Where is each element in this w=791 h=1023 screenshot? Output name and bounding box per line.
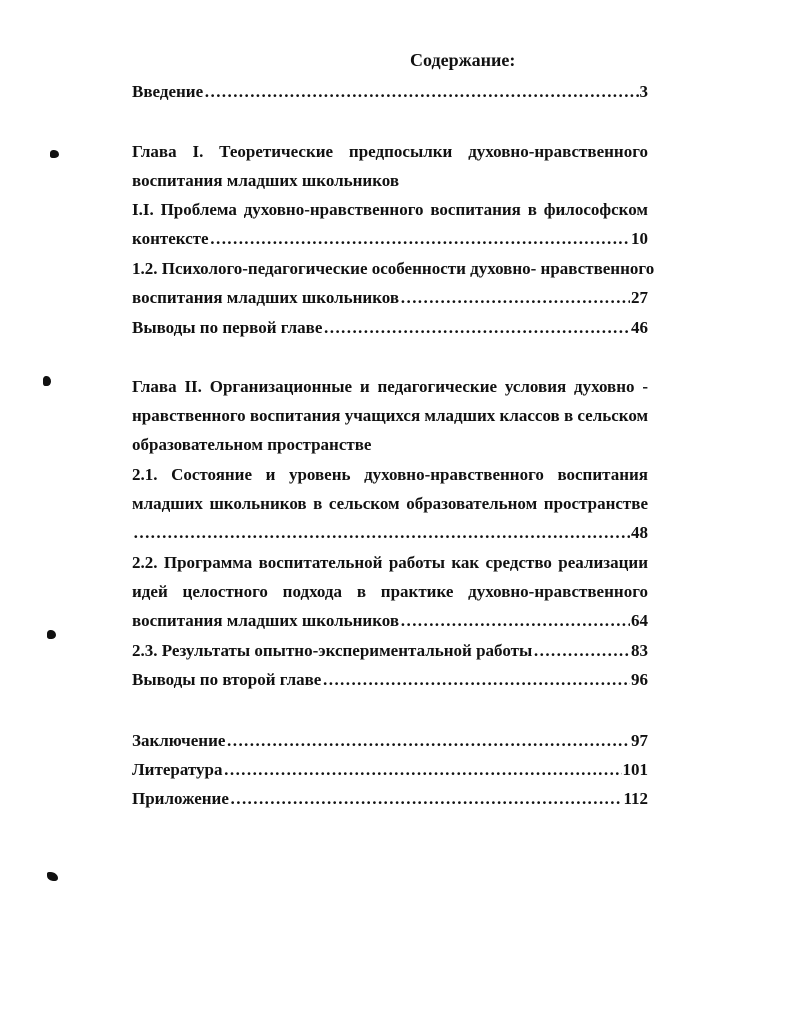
toc-page-number: 27 xyxy=(631,288,648,307)
leader-dots xyxy=(223,758,621,782)
toc-entry-section-2-1 xyxy=(132,521,648,545)
toc-entry-chapter-1-conclusions xyxy=(132,316,648,340)
toc-entry-introduction xyxy=(132,80,648,104)
toc-page-number: 96 xyxy=(631,670,648,689)
toc-entry-chapter-2-conclusions xyxy=(132,668,648,692)
leader-dots xyxy=(400,609,630,633)
toc-entry-text: Приложение xyxy=(132,789,229,808)
toc-entry-text: Выводы по второй главе xyxy=(132,670,322,689)
leader-dots xyxy=(210,227,630,251)
leader-dots xyxy=(226,729,630,753)
toc-page-number: 48 xyxy=(631,523,648,542)
toc-page-number: 64 xyxy=(631,611,648,630)
toc-entry-text: воспитания младших школьников xyxy=(132,611,400,630)
leader-dots xyxy=(400,286,630,310)
section-1-2-line-1: 1.2. Психолого-педагогические особенности духовно- нравственного xyxy=(132,259,655,278)
chapter-2-heading-line-2: нравственного воспитания учащихся младших классов в сельском xyxy=(132,406,649,425)
leader-dots xyxy=(133,521,630,545)
toc-page-number: 112 xyxy=(623,789,648,808)
leader-dots xyxy=(204,80,638,104)
toc-entry-appendix xyxy=(132,787,648,811)
toc-entry-section-2-3 xyxy=(132,639,648,663)
toc-entry-text: воспитания младших школьников xyxy=(132,288,400,307)
toc-entry-text: Заключение xyxy=(132,731,226,750)
section-2-1-line-1: 2.1. Состояние и уровень духовно-нравственного воспитания xyxy=(132,465,648,484)
toc-entry-text: Выводы по первой главе xyxy=(132,318,323,337)
scan-speck xyxy=(47,630,56,639)
toc-entry-section-2-2 xyxy=(132,609,648,633)
chapter-1-heading-line-2: воспитания младших школьников xyxy=(132,171,400,190)
chapter-2-heading-line-1: Глава II. Организационные и педагогические условия духовно - xyxy=(132,377,648,396)
chapter-2-heading-line-3: образовательном пространстве xyxy=(132,435,372,454)
scan-speck xyxy=(47,872,58,881)
section-2-2-line-1: 2.2. Программа воспитательной работы как средство реализации xyxy=(132,553,648,572)
section-1-1-line-1: I.I. Проблема духовно-нравственного воспитания в философском xyxy=(132,200,648,219)
toc-entry-text: Литература xyxy=(132,760,223,779)
toc-entry-section-1-2 xyxy=(132,286,648,310)
toc-entry-text: контексте xyxy=(132,229,209,248)
toc-entry-conclusion xyxy=(132,729,648,753)
toc-page-number: 101 xyxy=(622,760,648,779)
toc-page-number: 3 xyxy=(639,82,648,101)
leader-dots xyxy=(533,639,630,663)
scan-speck xyxy=(43,376,51,386)
leader-dots xyxy=(230,787,623,811)
leader-dots xyxy=(323,316,630,340)
leader-dots xyxy=(322,668,630,692)
toc-page-number: 83 xyxy=(631,641,648,660)
toc-title: Содержание: xyxy=(410,50,516,70)
toc-entry-text: 2.3. Результаты опытно-экспериментальной работы xyxy=(132,641,533,660)
chapter-1-heading-line-1: Глава I. Теоретические предпосылки духовно-нравственного xyxy=(132,142,648,161)
section-2-1-line-2: младших школьников в сельском образовательном пространстве xyxy=(132,494,648,513)
scan-speck xyxy=(50,150,59,158)
section-2-2-line-2: идей целостного подхода в практике духовно-нравственного xyxy=(132,582,648,601)
toc-entry-literature xyxy=(132,758,648,782)
toc-entry-text: Введение xyxy=(132,82,204,101)
toc-page-number: 97 xyxy=(631,731,648,750)
toc-entry-section-1-1 xyxy=(132,227,648,251)
toc-page-number: 10 xyxy=(631,229,648,248)
toc-page-number: 46 xyxy=(631,318,648,337)
